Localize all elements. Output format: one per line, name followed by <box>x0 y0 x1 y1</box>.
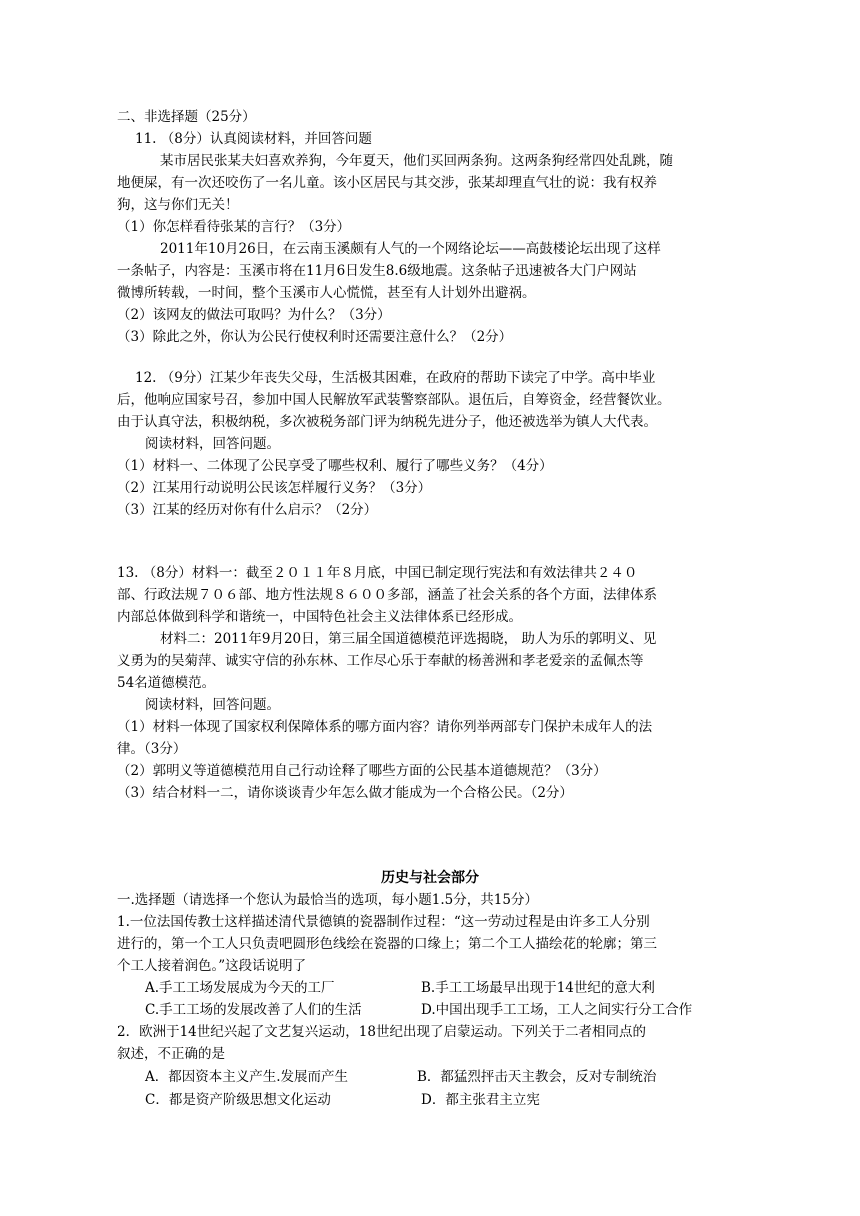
q13-question2: （2）郭明义等道德模范用自己行动诠释了哪些方面的公民基本道德规范？（3分） <box>117 763 607 779</box>
hq1-option-d: D.中国出现手工工场，工人之间实行分工合作 <box>421 1002 693 1018</box>
q12-question1: （1）材料一、二体现了公民享受了哪些权利、履行了哪些义务？（4分） <box>117 458 553 474</box>
q13-material2-line2: 义勇为的吴菊萍、诚实守信的孙东林、工作尽心乐于奉献的杨善洲和孝老爱亲的孟佩杰等 <box>117 653 644 669</box>
hq1-option-a: A.手工工场发展成为今天的工厂 <box>145 980 335 996</box>
q11-question3: （3）除此之外，你认为公民行使权利时还需要注意什么？（2分） <box>117 329 513 345</box>
q13-material1-line2: 部、行政法规７０６部、地方性法规８６００多部，涵盖了社会关系的各个方面，法律体系 <box>117 587 657 603</box>
q13-question1-line2: 律。（3分） <box>117 741 187 757</box>
q13-material2-line1: 材料二：2011年9月20日，第三届全国道德模范评选揭晓， 助人为乐的郭明义、见 <box>160 631 657 647</box>
hq1-option-c: C.手工工场的发展改善了人们的生活 <box>145 1002 362 1018</box>
hq1-stem-line1: 1.一位法国传教士这样描述清代景德镇的瓷器制作过程：“这一劳动过程是由许多工人分别 <box>117 914 650 930</box>
q12-para-line2: 后，他响应国家号召，参加中国人民解放军武装警察部队。退伍后，自筹资金，经营餐饮业。 <box>117 392 671 408</box>
hq1-stem-line2: 进行的，第一个工人只负责吧圆形色线绘在瓷器的口缘上；第二个工人描绘花的轮廓；第三 <box>117 936 657 952</box>
hq2-option-b: B．都猛烈抨击天主教会，反对专制统治 <box>417 1069 657 1085</box>
q13-material1-line3: 内部总体做到科学和谐统一，中国特色社会主义法律体系已经形成。 <box>117 609 522 625</box>
q13-material1-line1: 13. （8分）材料一：截至２０１１年８月底，中国已制定现行宪法和有效法律共２４０ <box>117 565 638 581</box>
q12-para-line1: 12. （9分）江某少年丧失父母，生活极其困难，在政府的帮助下读完了中学。高中毕业 <box>135 370 656 386</box>
section-heading: 二、非选择题（25分） <box>117 109 256 125</box>
hq2-stem-line1: 2．欧洲于14世纪兴起了文艺复兴运动，18世纪出现了启蒙运动。下列关于二者相同点的 <box>117 1024 646 1040</box>
hq1-option-b: B.手工工场最早出现于14世纪的意大利 <box>421 980 655 996</box>
history-section-title: 历史与社会部分 <box>381 870 479 886</box>
q13-question3: （3）结合材料一二，请你谈谈青少年怎么做才能成为一个合格公民。（2分） <box>117 785 573 801</box>
q11-para2-line3: 微博所转载，一时间，整个玉溪市人心慌慌，甚至有人计划外出避祸。 <box>117 285 536 301</box>
q11-para1-line2: 地便屎，有一次还咬伤了一名儿童。该小区居民与其交涉，张某却理直气壮的说：我有权养 <box>117 175 657 191</box>
q11-title: 11. （8分）认真阅读材料，并回答问题 <box>135 131 372 147</box>
q11-para1-line3: 狗，这与你们无关！ <box>117 197 239 213</box>
q11-para2-line2: 一条帖子，内容是：玉溪市将在11月6日发生8.6级地震。这条帖子迅速被各大门户网站 <box>117 263 637 279</box>
q11-para1-line1: 某市居民张某夫妇喜欢养狗，今年夏天，他们买回两条狗。这两条狗经常四处乱跳，随 <box>160 153 673 169</box>
hq2-option-d: D．都主张君主立宪 <box>421 1092 540 1108</box>
q12-para-line3: 由于认真守法，积极纳税，多次被税务部门评为纳税先进分子，他还被选举为镇人大代表。 <box>117 414 657 430</box>
q12-question2: （2）江某用行动说明公民该怎样履行义务？（3分） <box>117 480 432 496</box>
q11-question2: （2）该网友的做法可取吗？为什么？（3分） <box>117 307 391 323</box>
q12-read-instruction: 阅读材料，回答问题。 <box>145 436 280 452</box>
q13-material2-line3: 54名道德模范。 <box>117 675 216 691</box>
q13-question1-line1: （1）材料一体现了国家权利保障体系的哪方面内容？请你列举两部专门保护未成年人的法 <box>117 719 653 735</box>
hq1-stem-line3: 个工人接着润色。”这段话说明了 <box>117 958 307 974</box>
q13-read-instruction: 阅读材料，回答问题。 <box>145 697 280 713</box>
hq2-stem-line2: 叙述，不正确的是 <box>117 1046 225 1062</box>
hq2-option-a: A．都因资本主义产生.发展而产生 <box>145 1069 349 1085</box>
hq2-option-c: C．都是资产阶级思想文化运动 <box>145 1092 331 1108</box>
q11-question1: （1）你怎样看待张某的言行？（3分） <box>117 219 351 235</box>
q11-para2-line1: 2011年10月26日，在云南玉溪颇有人气的一个网络论坛——高鼓楼论坛出现了这样 <box>160 241 661 257</box>
history-choice-heading: 一.选择题（请选择一个您认为最恰当的选项，每小题1.5分，共15分） <box>117 892 538 908</box>
q12-question3: （3）江某的经历对你有什么启示？（2分） <box>117 502 378 518</box>
